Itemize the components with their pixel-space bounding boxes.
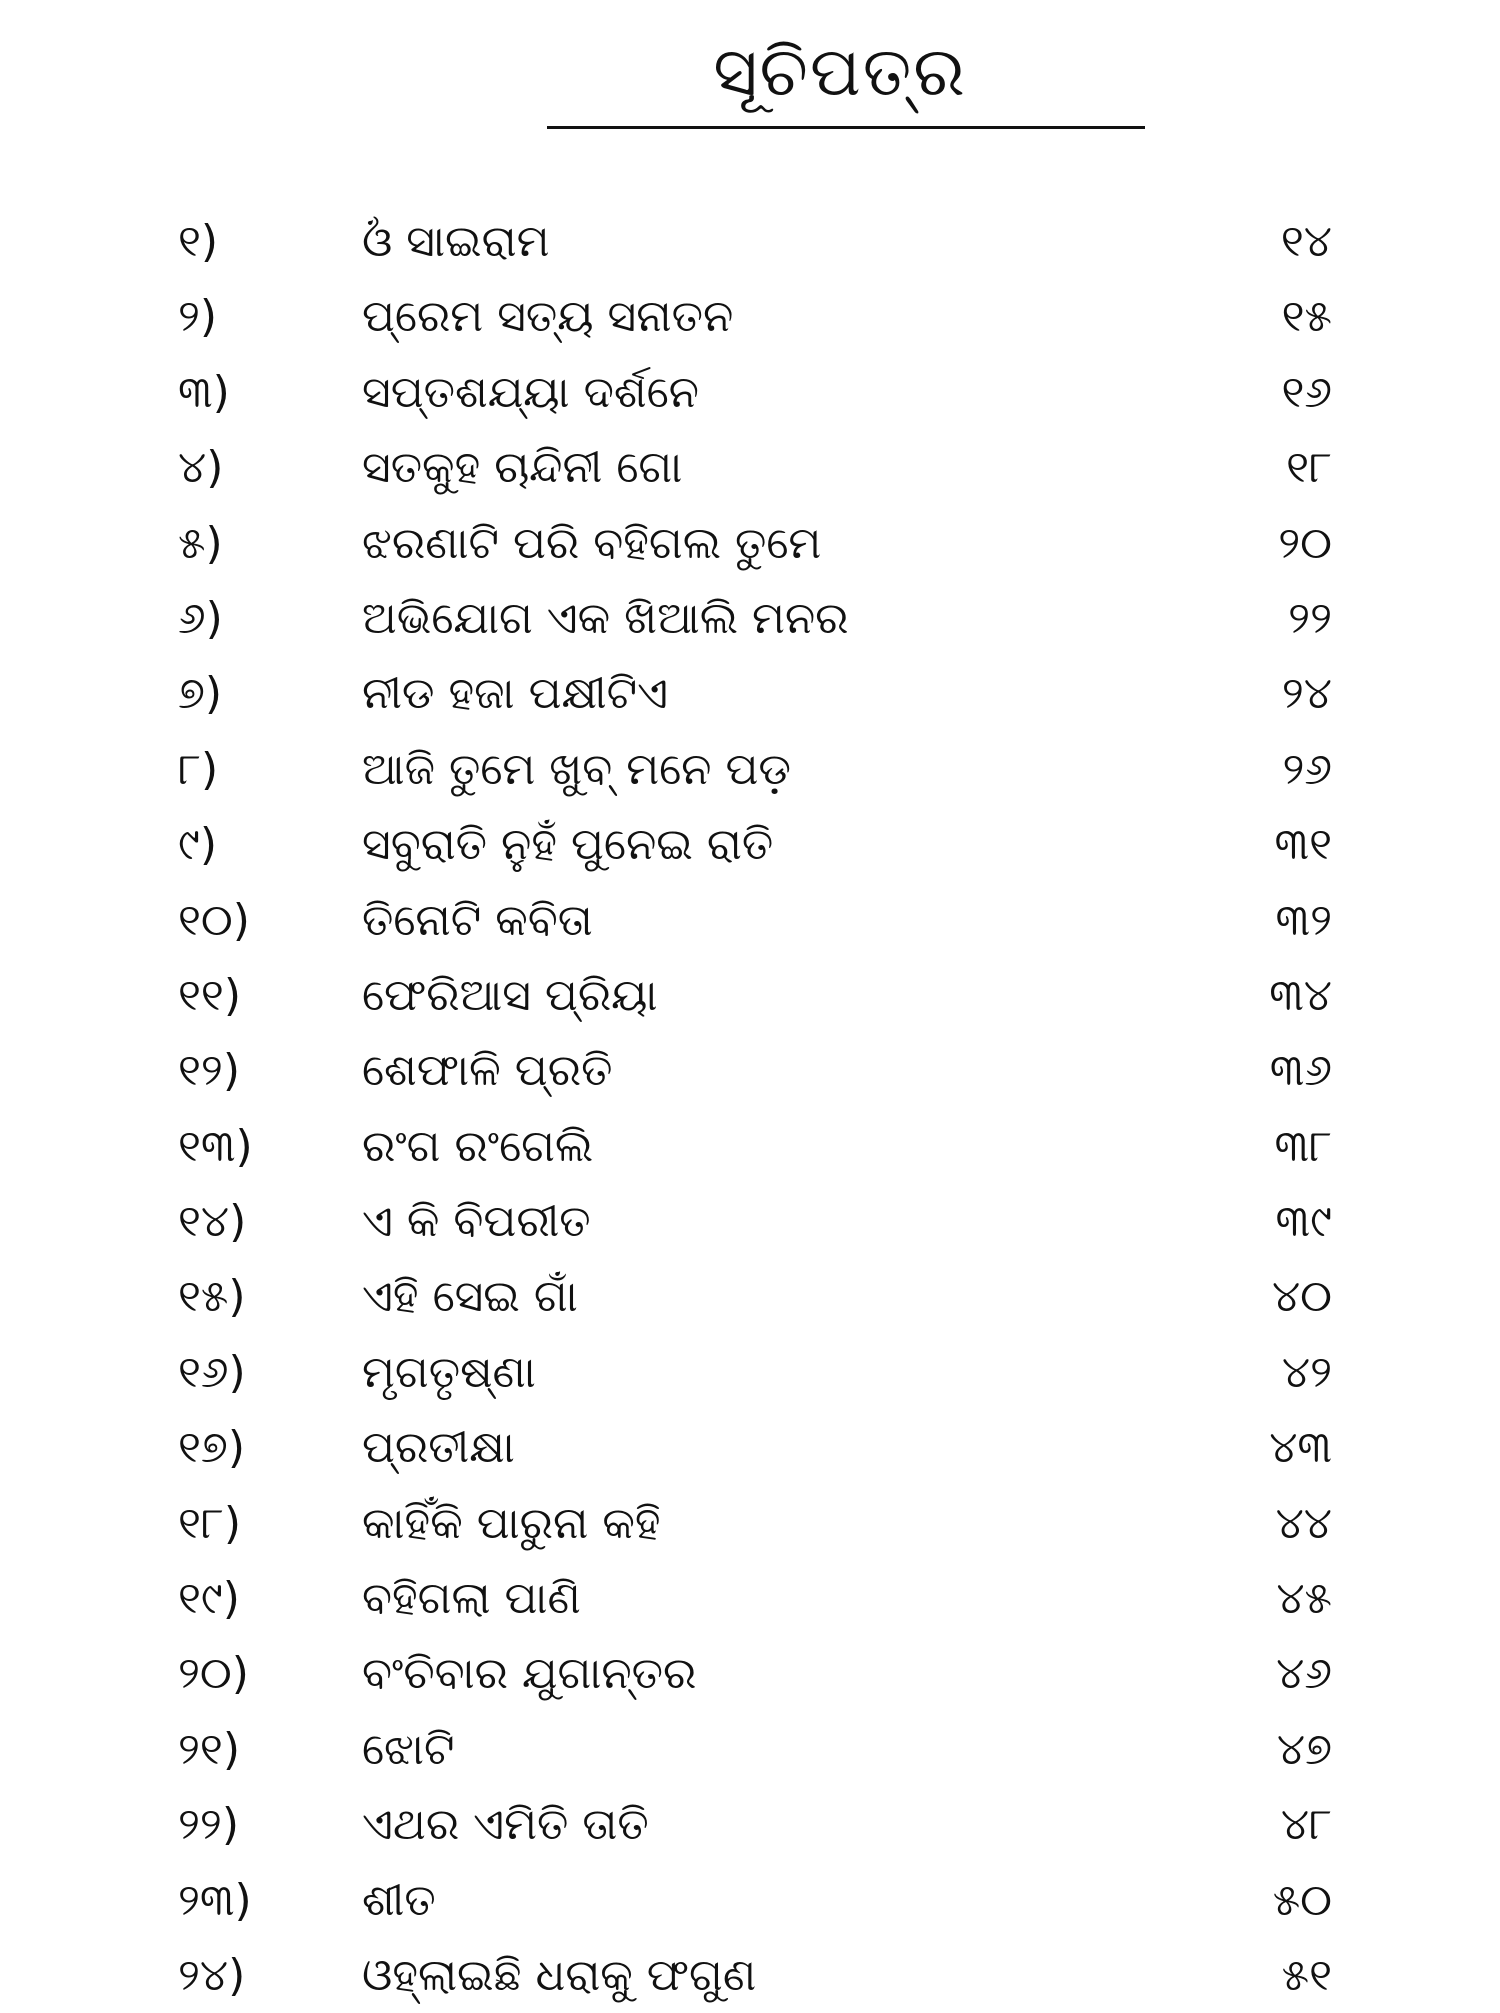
entry-title: ଏ କି ବିପରୀତ (362, 1196, 591, 1248)
entry-page-number: ୪୪ (1275, 1497, 1332, 1549)
entry-page-number: ୨୬ (1282, 743, 1332, 795)
entry-page-number: ୧୫ (1281, 291, 1332, 343)
entry-number: ୧୯) (178, 1573, 240, 1625)
entry-title: ଫେରିଆସ ପ୍ରିୟା (362, 969, 658, 1021)
entry-title: ପ୍ରେମ ସତ୍ୟ ସନାତନ (362, 291, 734, 343)
toc-entry (0, 430, 1500, 505)
title-underline (547, 126, 1145, 129)
entry-number: ୩) (178, 366, 230, 418)
toc-entry (0, 1259, 1500, 1334)
toc-entry (0, 1109, 1500, 1184)
entry-page-number: ୪୦ (1271, 1271, 1332, 1323)
toc-entry (0, 732, 1500, 807)
entry-page-number: ୫୧ (1281, 1949, 1332, 2001)
entry-page-number: ୪୩ (1269, 1422, 1332, 1474)
toc-entry (0, 1335, 1500, 1410)
entry-number: ୬) (178, 592, 223, 644)
toc-entry (0, 1636, 1500, 1711)
entry-number: ୧୨) (178, 1045, 241, 1097)
entry-number: ୧୫) (178, 1271, 246, 1323)
toc-entry (0, 883, 1500, 958)
entry-page-number: ୩୬ (1269, 1045, 1332, 1097)
toc-entry (0, 1033, 1500, 1108)
entry-title: ଝୋଟି (362, 1723, 455, 1775)
entry-page-number: ୪୨ (1281, 1346, 1332, 1398)
toc-entry (0, 506, 1500, 581)
toc-entry (0, 1787, 1500, 1862)
toc-entry (0, 355, 1500, 430)
entry-page-number: ୧୬ (1281, 366, 1332, 418)
entry-page-number: ୧୪ (1280, 216, 1332, 267)
entry-number: ୫) (178, 517, 223, 569)
toc-entry (0, 1938, 1500, 2013)
toc-entry (0, 279, 1500, 354)
entry-page-number: ୩୮ (1274, 1120, 1332, 1172)
entry-number: ୧୭) (178, 1422, 246, 1474)
entry-title: ଓହ୍ଲାଇଛି ଧରାକୁ ଫଗୁଣ (362, 1949, 757, 2001)
entry-page-number: ୪୭ (1276, 1723, 1332, 1775)
entry-number: ୧୦) (178, 894, 250, 946)
page-title: ସୂଚିପତ୍ର (713, 33, 967, 112)
entry-number: ୨୨) (178, 1799, 239, 1851)
toc-entry (0, 1712, 1500, 1787)
entry-number: ୨୧) (178, 1723, 241, 1775)
entry-number: ୨୪) (178, 1949, 246, 2001)
entry-number: ୨୦) (178, 1648, 249, 1700)
entry-page-number: ୩୧ (1274, 819, 1332, 871)
entry-title: ନୀଡ ହଜା ପକ୍ଷୀଟିଏ (362, 668, 669, 720)
entry-page-number: ୧୮ (1286, 442, 1332, 494)
toc-entry (0, 807, 1500, 882)
entry-number: ୨) (178, 291, 218, 343)
entry-title: ସତକୁହ ଚାନ୍ଦିନୀ ଗୋ (362, 442, 683, 494)
toc-entry (0, 581, 1500, 656)
entry-page-number: ୪୮ (1280, 1799, 1332, 1851)
entry-page-number: ୩୨ (1275, 894, 1332, 946)
entry-title: ବଂଚିବାର ଯୁଗାନ୍ତର (362, 1648, 697, 1700)
table-of-contents (0, 204, 1500, 2013)
entry-number: ୧) (178, 216, 219, 267)
toc-entry (0, 1184, 1500, 1259)
entry-number: ୨୩) (178, 1874, 252, 1926)
entry-title: ଓଁ ସାଇରାମ (362, 216, 550, 267)
entry-title: ଝରଣାଟି ପରି ବହିଗଲ ତୁମେ (362, 517, 822, 569)
toc-entry (0, 204, 1500, 279)
entry-number: ୮) (178, 743, 219, 795)
entry-title: ଏଥର ଏମିତି ତାତି (362, 1799, 649, 1851)
entry-page-number: ୨୪ (1281, 668, 1332, 720)
entry-title: ବହିଗଲା ପାଣି (362, 1573, 581, 1625)
entry-title: କାହିଁକି ପାରୁନା କହି (362, 1497, 661, 1549)
entry-title: ପ୍ରତୀକ୍ଷା (362, 1422, 515, 1474)
entry-title: ସବୁରାତି ନୁହଁ ପୁନେଇ ରାତି (362, 819, 774, 871)
entry-page-number: ୪୫ (1276, 1573, 1332, 1625)
entry-page-number: ୨୨ (1288, 592, 1332, 644)
entry-number: ୧୧) (178, 969, 242, 1021)
toc-entry (0, 1863, 1500, 1938)
entry-title: ମୃଗତୃଷ୍ଣା (362, 1346, 536, 1398)
entry-title: ଶୀତ (362, 1874, 436, 1926)
entry-page-number: ୫୦ (1272, 1874, 1332, 1926)
toc-entry (0, 1410, 1500, 1485)
entry-title: ରଂଗ ରଂଗେଲି (362, 1120, 594, 1172)
entry-page-number: ୪୬ (1276, 1648, 1332, 1700)
entry-title: ଏହି ସେଇ ଗାଁ (362, 1271, 578, 1323)
entry-title: ଶେଫାଳି ପ୍ରତି (362, 1045, 613, 1097)
entry-number: ୧୬) (178, 1346, 246, 1398)
toc-entry (0, 1561, 1500, 1636)
entry-number: ୪) (178, 442, 224, 494)
toc-entry (0, 958, 1500, 1033)
toc-entry (0, 656, 1500, 731)
entry-number: ୧୩) (178, 1120, 253, 1172)
entry-title: ଆଜି ତୁମେ ଖୁବ୍ ମନେ ପଡ଼ (362, 743, 791, 795)
entry-number: ୧୮) (178, 1497, 242, 1549)
entry-title: ତିନୋଟି କବିତା (362, 894, 593, 946)
entry-number: ୯) (178, 819, 218, 871)
entry-number: ୧୪) (178, 1196, 247, 1248)
entry-page-number: ୩୯ (1275, 1196, 1332, 1248)
toc-entry (0, 1486, 1500, 1561)
entry-title: ଅଭିଯୋଗ ଏକ ଖିଆଲି ମନର (362, 592, 849, 644)
entry-page-number: ୩୪ (1269, 969, 1332, 1021)
entry-number: ୭) (178, 668, 223, 720)
entry-page-number: ୨୦ (1278, 517, 1332, 569)
entry-title: ସପ୍ତଶଯ୍ୟା ଦର୍ଶନେ (362, 366, 699, 418)
